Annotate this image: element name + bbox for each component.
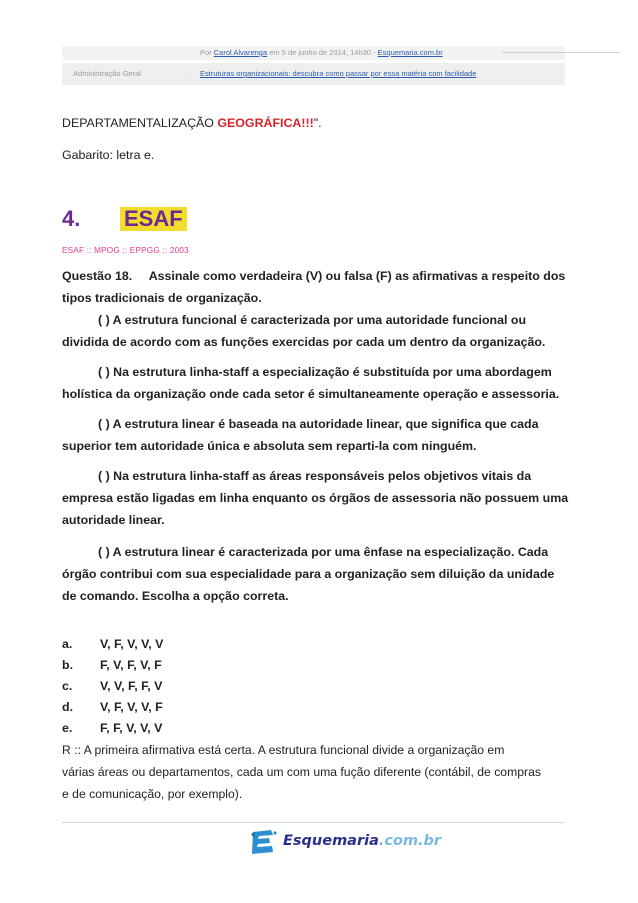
question-label: Questão 18. bbox=[62, 269, 133, 283]
option-b-text: F, V, F, V, F bbox=[100, 658, 162, 672]
statement-4-line-2: empresa estão ligadas em linha enquanto os órgãos de assessoria não possuem uma bbox=[62, 491, 569, 505]
statement-3-line-1: ( ) A estrutura linear é baseada na autoridade linear, que significa que cada bbox=[98, 417, 539, 431]
option-c-text: V, V, F, F, V bbox=[100, 679, 163, 693]
departamentalizacao-suffix: ". bbox=[313, 116, 322, 130]
section-title-badge: ESAF bbox=[120, 207, 187, 231]
option-b-letter: b. bbox=[62, 658, 74, 672]
site-link[interactable]: Esquemaria.com.br bbox=[377, 48, 443, 57]
statement-1-line-1: ( ) A estrutura funcional é caracterizada por uma autoridade funcional ou bbox=[98, 313, 527, 327]
answer-line-2: várias áreas ou departamentos, cada um com uma fução diferente (contábil, de compras bbox=[62, 765, 541, 779]
departamentalizacao-line bbox=[62, 115, 322, 131]
departamentalizacao-prefix: DEPARTAMENTALIZAÇÃO bbox=[62, 116, 214, 130]
question-stem-line-2: tipos tradicionais de organização. bbox=[62, 291, 262, 305]
footer-divider bbox=[62, 822, 565, 823]
departamentalizacao-highlight: GEOGRÁFICA!!! bbox=[217, 116, 314, 130]
statement-1-line-2: dividida de acordo com as funções exercidas por cada um dentro da organização. bbox=[62, 335, 546, 349]
option-d-text: V, F, V, V, F bbox=[100, 700, 163, 714]
statement-3-line-2: superior tem autoridade única e absoluta sem reparti-la com ninguém. bbox=[62, 439, 477, 453]
section-number: 4. bbox=[62, 206, 81, 231]
logo-main-text: Esquemaria bbox=[283, 833, 379, 849]
statement-4-line-3: autoridade linear. bbox=[62, 513, 165, 527]
meta-divider bbox=[502, 52, 620, 53]
breadcrumb bbox=[62, 63, 565, 85]
meta-date: em 5 de junho de 2014, 14h30 - bbox=[269, 48, 376, 57]
statement-2-line-1: ( ) Na estrutura linha-staff a especialização é substituída por uma abordagem bbox=[98, 365, 552, 379]
meta-by: Por bbox=[200, 48, 212, 57]
breadcrumb-current-link[interactable]: Estruturas organizacionais: descubra como passar por essa matéria com facilidade bbox=[200, 69, 477, 78]
breadcrumb-separator: : bbox=[189, 69, 192, 78]
answer-line-3: e de comunicação, por exemplo). bbox=[62, 787, 243, 801]
post-meta-bar bbox=[62, 46, 565, 60]
question-stem-text: Assinale como verdadeira (V) ou falsa (F) as afirmativas a respeito dos bbox=[148, 269, 566, 283]
logo-suffix-text: .com.br bbox=[378, 833, 442, 849]
question-source-tag: ESAF :: MPOG :: EPPGG :: 2003 bbox=[62, 246, 189, 255]
logo-wordmark bbox=[283, 833, 441, 849]
option-e-letter: e. bbox=[62, 721, 73, 735]
statement-5-line-3: de comando. Escolha a opção correta. bbox=[62, 589, 289, 603]
post-meta bbox=[200, 46, 443, 60]
statement-2-line-2: holística da organização onde cada setor é simultaneamente operação e assessoria. bbox=[62, 387, 560, 401]
esquemaria-logo-icon bbox=[249, 828, 279, 856]
option-c-letter: c. bbox=[62, 679, 73, 693]
answer-line-1: R :: A primeira afirmativa está certa. A estrutura funcional divide a organização em bbox=[62, 743, 505, 757]
statement-4-line-1: ( ) Na estrutura linha-staff as áreas responsáveis pelos objetivos vitais da bbox=[98, 469, 532, 483]
option-d-letter: d. bbox=[62, 700, 74, 714]
breadcrumb-category[interactable]: Administração Geral bbox=[73, 69, 141, 78]
option-a-text: V, F, V, V, V bbox=[100, 637, 164, 651]
author-link[interactable]: Carol Alvarenga bbox=[213, 48, 268, 57]
option-e-text: F, F, V, V, V bbox=[100, 721, 163, 735]
option-a-letter: a. bbox=[62, 637, 73, 651]
gabarito-line: Gabarito: letra e. bbox=[62, 148, 155, 162]
statement-5-line-1: ( ) A estrutura linear é caracterizada por uma ênfase na especialização. Cada bbox=[98, 545, 549, 559]
statement-5-line-2: órgão contribui com sua especialidade para a organização sem diluição da unidade bbox=[62, 567, 555, 581]
question-stem-line-1 bbox=[62, 268, 565, 284]
